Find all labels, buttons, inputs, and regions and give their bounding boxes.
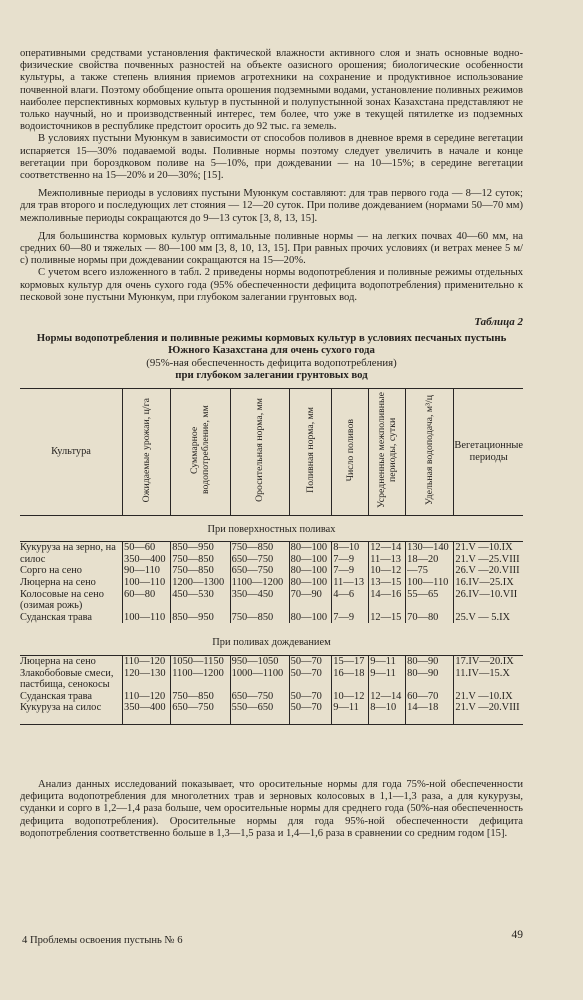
paragraph-analysis: Анализ данных исследований показывает, что оросительные нормы для года 75%-ной обеспеченности дефицита водопотребления для многолетних трав и зерновых колосовых в 1,1—1,3 раза, а для кукурузы, суданки и сорго в 1,2—1,4 раза больше, чем оросительные нормы для среднего года (50%-ная обеспеченность дефицита водопотребления). Оросительные нормы для года 95%-ной обеспеченности дефицита водопотребления соответственно больше в 1,3—1,5 раза и 1,4—1,6 раза в сравнении со средним годом [15].: [20, 779, 523, 839]
table-cell: 7—9: [332, 612, 369, 624]
table-row: [20, 542, 523, 566]
table-cell: 25.V — 5.IX: [454, 612, 523, 624]
footer-source: 4 Проблемы освоения пустынь № 6: [22, 935, 183, 946]
table-cell: 850—950: [171, 612, 230, 624]
table-cell: 14—16: [369, 589, 406, 612]
table-cell: 21.V —10.IX: [454, 691, 523, 703]
table-cell: 350—400: [123, 702, 171, 714]
section-label: При поливах дождеванием: [20, 623, 523, 655]
table-row: [20, 656, 523, 668]
section-label: При поверхностных поливах: [20, 515, 523, 542]
table-cell: 11—13: [332, 577, 369, 589]
table-cell-empty: [171, 714, 230, 725]
table-cell-empty: [332, 714, 369, 725]
table-cell: 850—950 750—850: [171, 542, 230, 566]
table-row: [20, 589, 523, 612]
table-cell: 750—850 650—750: [230, 542, 289, 566]
table-row: [20, 577, 523, 589]
table-cell: 450—530: [171, 589, 230, 612]
table-cell: 50—60 350—400: [123, 542, 171, 566]
table-cell: 100—110: [123, 612, 171, 624]
table-cell-empty: [230, 714, 289, 725]
header-label: Суммарное водопотребление, мм: [189, 405, 212, 495]
header-label: Число поливов: [344, 418, 356, 482]
table-cell: 50—70: [289, 656, 332, 668]
table-cell: 100—110: [123, 577, 171, 589]
table-cell: 1200—1300: [171, 577, 230, 589]
table-cell: 10—12: [332, 691, 369, 703]
table-end-row: [20, 714, 523, 725]
table-cell: 50—70: [289, 702, 332, 714]
table-cell: 4—6: [332, 589, 369, 612]
table-cell: 100—110: [406, 577, 454, 589]
paragraph-5: С учетом всего изложенного в табл. 2 приведены нормы водопотребления и поливные режимы отдельных кормовых культур для очень сухого года (95% обеспеченности дефицита водопотребления) применительно к песковой зоне пустыни Муюнкум, при глубоком залегании грунтовых вод.: [20, 267, 523, 303]
table-cell: 21.V —20.VIII: [454, 702, 523, 714]
table-cell: 55—65: [406, 589, 454, 612]
table-cell: 10—12: [369, 565, 406, 577]
table-cell: 120—130: [123, 668, 171, 691]
table-cell-empty: [289, 714, 332, 725]
table-row: [20, 612, 523, 624]
table-cell: Суданская трава: [20, 611, 93, 623]
header-label: Поливная норма, мм: [304, 406, 316, 493]
table-cell: 80—90: [406, 656, 454, 668]
page-number: 49: [511, 929, 523, 941]
table-row: [20, 565, 523, 577]
table-row: [20, 702, 523, 714]
table-cell: 15—17: [332, 656, 369, 668]
table-title: [34, 332, 509, 382]
table-cell: 650—750: [230, 565, 289, 577]
table-cell: 650—750: [230, 691, 289, 703]
table-cell: 16.IV—25.IX: [454, 577, 523, 589]
table-cell: 1100—1200: [171, 668, 230, 691]
table-cell-empty: [369, 714, 406, 725]
paragraph-4: Для большинства кормовых культур оптимальные поливные нормы — на легких почвах 40—60 мм, на средних 60—80 и тяжелых — 80—100 мм [3, 8, 10, 13, 15]. При равных прочих условиях (и ветрах менее 5 м/с) поливные нормы при дождевании сокращаются на 15—20%.: [20, 230, 523, 267]
table-cell: Сорго на сено: [20, 565, 82, 577]
table-cell: 12—15: [369, 612, 406, 624]
header-cell: [406, 388, 454, 515]
table-cell: 16—18: [332, 668, 369, 691]
table-title-line2: (95%-ная обеспеченность дефицита водопотребления): [146, 356, 397, 369]
header-label: Ожидаемые урожаи, ц/га: [141, 397, 153, 503]
table-cell: 60—70: [406, 691, 454, 703]
table-cell: 12—14: [369, 691, 406, 703]
table-cell: 750—850: [230, 612, 289, 624]
table-cell: Люцерна на сено: [20, 656, 96, 668]
table-cell: 110—120: [123, 691, 171, 703]
table-cell: 650—750: [171, 702, 230, 714]
header-cell: [123, 388, 171, 515]
header-label: Оросительная норма, мм: [254, 397, 266, 502]
table-title-line3: при глубоком залегании грунтовых вод: [175, 369, 368, 382]
header-cell: Культура: [20, 388, 123, 515]
table-caption: Таблица 2: [474, 316, 523, 329]
table-cell: Люцерна на сено: [20, 577, 96, 589]
table-cell: 80—100: [289, 577, 332, 589]
table-cell: Суданская трава: [20, 690, 93, 702]
table-cell: 1000—1100: [230, 668, 289, 691]
paragraph-2: В условиях пустыни Муюнкум в зависимости от способов поливов в дневное время в середине вегетации испаряется 15—30% подаваемой воды. Поливные нормы поэтому следует увеличить в начале и конце вегетации при бороздковом поливе на 5—10%, при дождевании — на 10—15%; в середине вегетации соответственно на 15—20% и 20—30%; [15].: [20, 133, 523, 182]
table-row: [20, 691, 523, 703]
table-cell-empty: [406, 714, 454, 725]
table-cell: 8—10: [369, 702, 406, 714]
table-cell: 1100—1200: [230, 577, 289, 589]
table-cell: 350—450: [230, 589, 289, 612]
table-cell: 130—140 18—20: [406, 542, 454, 566]
table-cell: 12—14 11—13: [369, 542, 406, 566]
table-cell: 60—80: [123, 589, 171, 612]
table-cell: Кукуруза на зерно, на силос: [20, 542, 116, 565]
header-cell: [171, 388, 230, 515]
table-cell: 950—1050: [230, 656, 289, 668]
table-cell: 13—15: [369, 577, 406, 589]
header-cell: [332, 388, 369, 515]
norms-table: [20, 388, 523, 725]
table-cell: 9—11: [369, 656, 406, 668]
table-cell: 8—10 7—9: [332, 542, 369, 566]
table-cell: 70—80: [406, 612, 454, 624]
table-title-line1: Нормы водопотребления и поливные режимы кормовых культур в условиях песчаных пустынь Южного Казахстана для очень сухого года: [36, 332, 507, 357]
table-cell: 80—100: [289, 565, 332, 577]
table-section-row: [20, 515, 523, 542]
header-cell: Вегетационные периоды: [454, 388, 523, 515]
header-cell: [289, 388, 332, 515]
table-cell: 11.IV—15.X: [454, 668, 523, 691]
table-cell-empty: [454, 714, 523, 725]
table-cell: 550—650: [230, 702, 289, 714]
table-cell: 7—9: [332, 565, 369, 577]
table-cell: 26.IV—10.VII: [454, 589, 523, 612]
header-cell: [230, 388, 289, 515]
table-cell: Злакобобовые смеси, пастбища, сенокосы: [20, 667, 114, 691]
table-cell: 9—11: [369, 668, 406, 691]
table-cell: 26.V —20.VIII: [454, 565, 523, 577]
paragraph-1: оперативными средствами установления фактической влажности активного слоя и знать основные водно-физические свойства почвенных разностей на объекте оазисного орошения; биологические особенности культуры, а также степень влияния приемов агротехники на сохранение и продуктивное использование почвенной влаги. Поэтому обобщение опыта орошения подземными водами, установление поливных режимов наиболее перспективных кормовых культур в пустынной и полупустынной зонах Казахстана представляют не только научный, но и производственный интерес, тем более, что уже в текущей пятилетке из подземных водоисточников в республике предстоит оросить до 92 тыс. га земель.: [20, 48, 523, 133]
table-cell: 50—70: [289, 691, 332, 703]
table-cell: 80—100: [289, 612, 332, 624]
table-cell: 90—110: [123, 565, 171, 577]
page-footer: [22, 929, 523, 946]
table-cell: 80—90: [406, 668, 454, 691]
table-cell: Колосовые на сено (озимая рожь): [20, 588, 104, 612]
table-cell: 17.IV—20.IX: [454, 656, 523, 668]
table-cell: 9—11: [332, 702, 369, 714]
paragraph-3: Межполивные периоды в условиях пустыни Муюнкум составляют: для трав первого года — 8—12 суток; для трав второго и последующих лет стояния — 12—20 суток. При поливе дождеванием (нормами 50—70 мм) межполивные периоды сокращаются до 9—13 суток [3, 8, 13, 15].: [20, 188, 523, 224]
table-cell: 14—18: [406, 702, 454, 714]
table-cell-empty: [20, 714, 123, 725]
table-cell: —75: [406, 565, 454, 577]
table-cell: 750—850: [171, 691, 230, 703]
table-header-row: [20, 388, 523, 515]
table-cell: 80—100 80—100: [289, 542, 332, 566]
table-cell: 750—850: [171, 565, 230, 577]
table-cell: 1050—1150: [171, 656, 230, 668]
table-cell: Кукуруза на силос: [20, 702, 102, 714]
header-label: Усредненные межполивные периоды, сутки: [376, 391, 399, 508]
header-label: Удельная водоподача, м³/ц: [424, 394, 436, 505]
table-section-row: [20, 623, 523, 655]
table-row: [20, 668, 523, 691]
table-cell: 21.V —10.IX 21.V —25.VIII: [454, 542, 523, 566]
table-cell: 110—120: [123, 656, 171, 668]
table-cell-empty: [123, 714, 171, 725]
table-cell: 50—70: [289, 668, 332, 691]
table-cell: 70—90: [289, 589, 332, 612]
header-cell: [369, 388, 406, 515]
